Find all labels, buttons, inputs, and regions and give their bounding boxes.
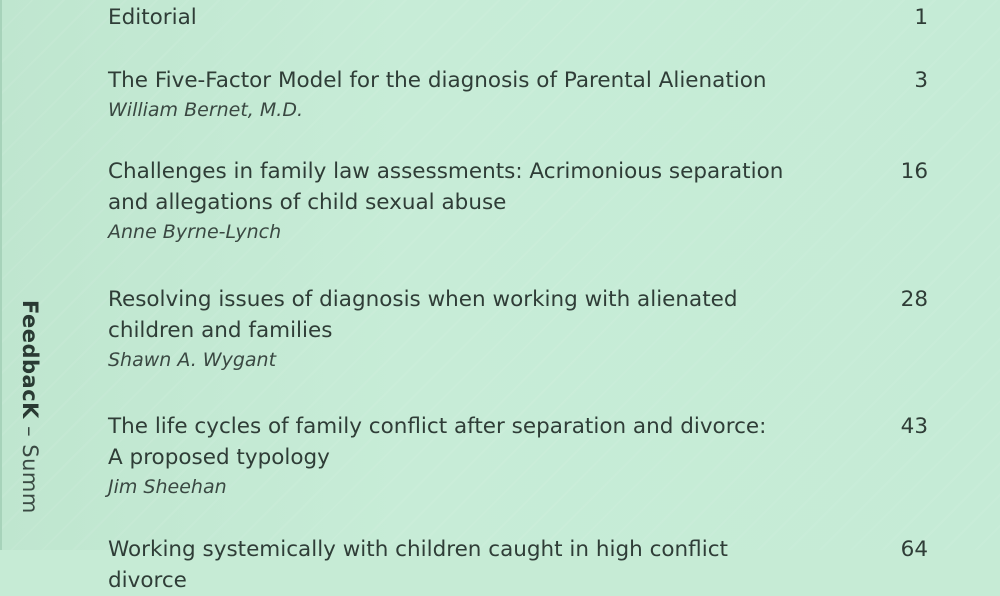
entry-title: Challenges in family law assessments: Acrimonious separation and allegations of child sexual abuse bbox=[108, 159, 784, 215]
entry-title: The life cycles of family conflict after separation and divorce: A proposed typology bbox=[108, 414, 767, 470]
entry-page-number: 16 bbox=[900, 159, 928, 184]
entry-page-number: 64 bbox=[900, 537, 928, 562]
toc-entry-partial[interactable] bbox=[108, 534, 948, 596]
spine-brand: FeedbacK bbox=[18, 300, 42, 419]
entry-author: Shawn A. Wygant bbox=[108, 349, 277, 371]
entry-page-number: 28 bbox=[900, 287, 928, 312]
spine-edge bbox=[0, 0, 2, 550]
toc-entry[interactable] bbox=[108, 284, 948, 374]
spine-separator: – bbox=[18, 418, 42, 445]
entry-page-number: 3 bbox=[914, 68, 928, 93]
entry-page-number: 1 bbox=[914, 5, 928, 30]
entry-author: Jim Sheehan bbox=[108, 476, 227, 498]
entry-title: Resolving issues of diagnosis when working with alienated children and families bbox=[108, 287, 738, 343]
entry-author: William Bernet, M.D. bbox=[108, 99, 303, 121]
toc-entry-editorial[interactable] bbox=[108, 2, 948, 33]
toc-entry[interactable] bbox=[108, 156, 948, 246]
entry-title: Editorial bbox=[108, 5, 197, 30]
entry-title: The Five-Factor Model for the diagnosis of Parental Alienation bbox=[108, 68, 767, 93]
spine-issue: Summ bbox=[18, 444, 42, 514]
toc-entry[interactable] bbox=[108, 411, 948, 501]
toc-entry[interactable] bbox=[108, 65, 948, 124]
entry-page-number: 43 bbox=[900, 414, 928, 439]
entry-author: Anne Byrne-Lynch bbox=[108, 221, 282, 243]
entry-title: Working systemically with children caught in high conflict divorce bbox=[108, 537, 728, 593]
spine-journal-name bbox=[18, 300, 42, 514]
